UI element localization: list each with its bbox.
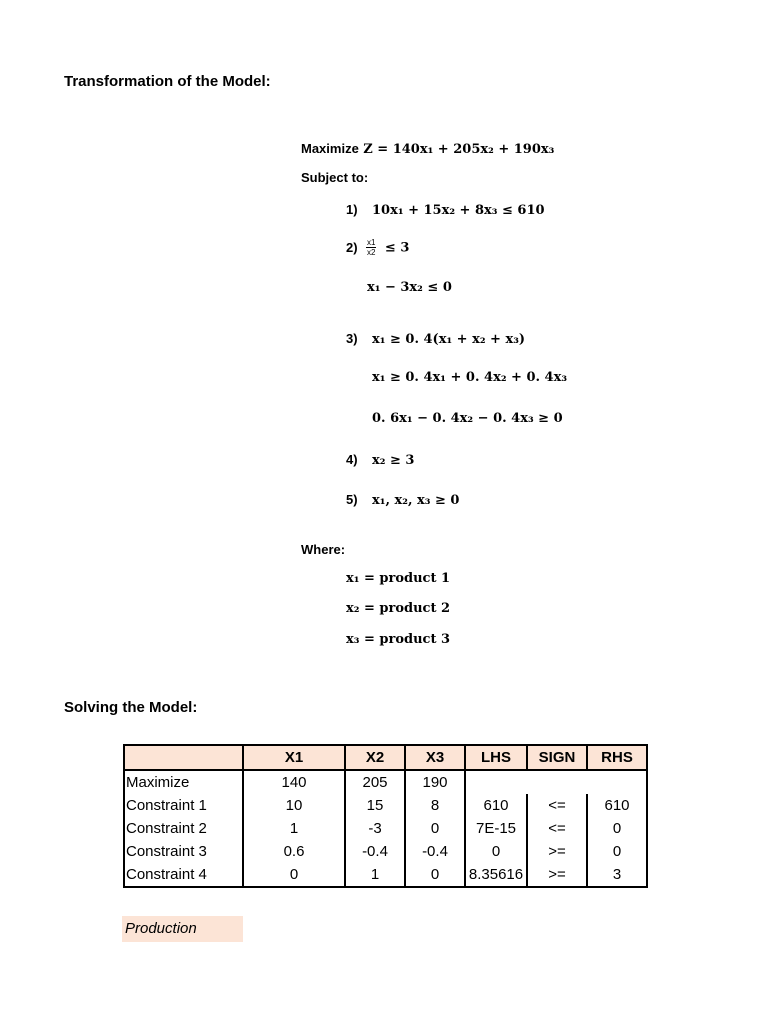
cell-x1: 10 [243,794,345,817]
constraint-expression: x₂ ≥ 3 [372,453,415,468]
cell-lhs: 7E-15 [465,817,527,840]
cell-x3: 0 [405,817,465,840]
variable-definition-3: x₃ = product 3 [346,632,451,647]
cell-sign: <= [527,794,587,817]
header-cell-x3: X3 [405,745,465,770]
ratio-fraction [366,238,376,257]
constraint-number: 2) [346,239,358,255]
objective-function: Z = 140x₁ + 205x₂ + 190x₃ [363,142,555,157]
cell-x3: 190 [405,770,465,794]
constraint-3-expanded: x₁ ≥ 0. 4x₁ + 0. 4x₂ + 0. 4x₃ [372,370,568,385]
solving-heading: Solving the Model: [64,699,198,716]
constraint-4 [346,451,414,469]
row-label: Constraint 2 [124,817,243,840]
cell-x2: 1 [345,863,405,887]
row-label: Constraint 3 [124,840,243,863]
constraint-number: 1) [346,202,358,217]
fraction-denominator: x2 [367,248,376,257]
cell-lhs [465,770,527,794]
constraint-expression: x₁, x₂, x₃ ≥ 0 [372,493,460,508]
constraint-number: 4) [346,452,358,467]
table-row [124,863,647,887]
cell-x3: 0 [405,863,465,887]
header-cell-rhs: RHS [587,745,647,770]
constraint-expression: 10x₁ + 15x₂ + 8x₃ ≤ 610 [372,203,545,218]
cell-x2: -3 [345,817,405,840]
constraint-3 [346,330,525,348]
row-label: Constraint 4 [124,863,243,887]
constraint-number: 5) [346,492,358,507]
cell-rhs: 0 [587,840,647,863]
cell-sign [527,770,587,794]
cell-lhs: 8.35616 [465,863,527,887]
constraint-number: 3) [346,331,358,346]
subject-to-label: Subject to: [301,170,369,185]
solver-table [123,744,648,888]
header-cell-x2: X2 [345,745,405,770]
cell-rhs [587,770,647,794]
where-label: Where: [301,542,346,557]
transformation-heading: Transformation of the Model: [64,73,271,90]
constraint-1 [346,201,545,219]
cell-lhs: 0 [465,840,527,863]
header-cell-x1: X1 [243,745,345,770]
objective-line [301,140,554,158]
cell-rhs: 610 [587,794,647,817]
constraint-5 [346,491,459,509]
row-label: Maximize [124,770,243,794]
cell-rhs: 0 [587,817,647,840]
table-row [124,840,647,863]
table-row [124,794,647,817]
production-label-cell[interactable]: Production [122,916,243,942]
cell-x2: 15 [345,794,405,817]
table-row [124,817,647,840]
cell-sign: >= [527,840,587,863]
cell-x2: 205 [345,770,405,794]
cell-sign: <= [527,817,587,840]
header-cell-lhs: LHS [465,745,527,770]
cell-x1: 140 [243,770,345,794]
constraint-2-linearized: x₁ − 3x₂ ≤ 0 [367,280,452,295]
variable-definition-2: x₂ = product 2 [346,601,451,616]
constraint-expression: x₁ ≥ 0. 4(x₁ + x₂ + x₃) [372,332,526,347]
constraint-2 [346,238,409,257]
table-row [124,770,647,794]
fraction-numerator: x1 [367,238,376,247]
cell-sign: >= [527,863,587,887]
variable-definition-1: x₁ = product 1 [346,571,451,586]
header-cell-sign: SIGN [527,745,587,770]
cell-x1: 0.6 [243,840,345,863]
cell-x3: -0.4 [405,840,465,863]
constraint-3-rearranged: 0. 6x₁ − 0. 4x₂ − 0. 4x₃ ≥ 0 [372,411,563,426]
objective-prefix: Maximize [301,141,359,156]
header-cell-blank [124,745,243,770]
cell-x2: -0.4 [345,840,405,863]
row-label: Constraint 1 [124,794,243,817]
cell-x1: 1 [243,817,345,840]
cell-x1: 0 [243,863,345,887]
cell-rhs: 3 [587,863,647,887]
constraint-expression: ≤ 3 [384,240,410,256]
cell-x3: 8 [405,794,465,817]
table-header-row [124,745,647,770]
cell-lhs: 610 [465,794,527,817]
